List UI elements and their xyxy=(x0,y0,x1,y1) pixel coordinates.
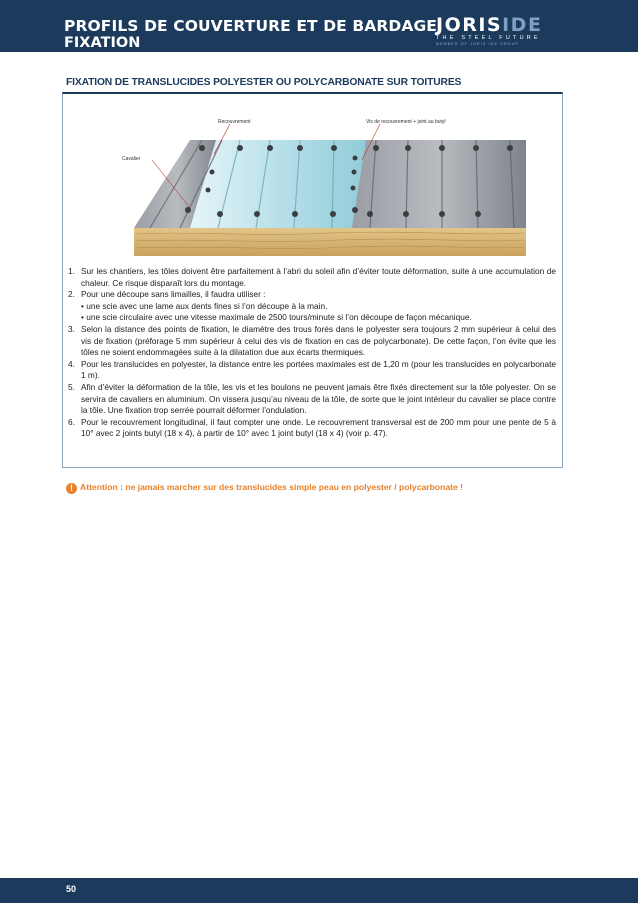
item-number: 4. xyxy=(68,358,75,369)
exclamation-icon: ! xyxy=(66,483,77,494)
attention-text: Attention : ne jamais marcher sur des translucides simple peau en polyester / polycarbonate ! xyxy=(80,482,464,492)
roof-fixation-illustration xyxy=(122,110,526,260)
item-text: Selon la distance des points de fixation, le diamètre des trous forés dans le polyester sera toujours 2 mm supérieur à celui des vis de fixation (préforage 5 mm supérieur à celui des vis de fixation en cas de polycarbonate). De cette façon, l’on évite que les tôles ne soient endommagées suite à la dilatation due aux écarts thermiques. xyxy=(81,323,556,358)
item-number: 2. xyxy=(68,289,75,300)
list-item xyxy=(68,359,556,382)
item-number: 6. xyxy=(68,416,75,427)
item-text: Pour les translucides en polyester, la distance entre les portées maximales est de 1,20 m (pour les translucides en polycarbonate 1 m). xyxy=(81,358,556,381)
logo-tagline-small: MEMBER OF JORIS IDE GROUP xyxy=(436,42,520,46)
logo-wordmark xyxy=(436,15,541,35)
list-item xyxy=(68,324,556,359)
brand-logo xyxy=(436,15,541,47)
item-number: 1. xyxy=(68,266,75,276)
item-text: Pour une découpe sans limailles, il faudra utiliser : xyxy=(81,289,266,300)
section-title: FIXATION DE TRANSLUCIDES POLYESTER OU POLYCARBONATE SUR TOITURES xyxy=(66,77,462,88)
label-vis-recouvrement: Vis de recouvrement + joint au butyl xyxy=(366,119,446,125)
list-item xyxy=(68,266,556,289)
label-cavalier: Cavalier xyxy=(122,156,141,162)
item-number: 5. xyxy=(68,381,75,392)
steel-sheet-right xyxy=(352,140,526,228)
list-item xyxy=(68,289,556,324)
page-header xyxy=(0,0,638,52)
item-text: Pour le recouvrement longitudinal, il faut compter une onde. Le recouvrement transversal est de 200 mm pour une pente de 5 à 10° avec 2 joints butyl (18 x 4), à partir de 10° avec 1 joint butyl (18 x 4) (voir p. 47). xyxy=(81,416,556,439)
item-text: Afin d’éviter la déformation de la tôle, les vis et les boulons ne peuvent jamais être fixés directement sur la tôle polyester. On se servira de cavaliers en aluminium. On vissera jusqu’au niveau de la tôle, de sorte que le joint intérieur du cavalier se place contre la tôle. Une fixation trop serrée pourrait déformer l’ondulation. xyxy=(81,381,556,416)
instructions-list xyxy=(68,266,556,440)
page-number: 50 xyxy=(66,884,77,894)
roof-drawing xyxy=(130,110,526,260)
list-item xyxy=(68,382,556,417)
translucent-sheet xyxy=(190,140,370,228)
label-recouvrement: Recouvrement xyxy=(218,119,251,125)
item-text: Sur les chantiers, les tôles doivent être parfaitement à l’abri du soleil afin d’éviter toute déformation, suite à une accumulation de chaleur. Ce risque disparaît lors du montage. xyxy=(81,266,556,288)
header-subtitle: FIXATION xyxy=(64,35,141,51)
sub-item: • une scie avec une lame aux dents fines si l’on découpe à la main. xyxy=(81,300,328,311)
sub-item: • une scie circulaire avec une vitesse maximale de 2500 tours/minute si l’on découpe de façon mécanique. xyxy=(81,312,472,323)
wooden-purlin xyxy=(134,228,526,256)
page-footer xyxy=(0,878,638,903)
attention-warning xyxy=(66,482,463,494)
item-number: 3. xyxy=(68,323,75,334)
logo-part-2: IDE xyxy=(502,14,543,36)
logo-tagline: THE STEEL FUTURE xyxy=(436,35,541,41)
logo-part-1: JORIS xyxy=(436,14,503,36)
header-title: PROFILS DE COUVERTURE ET DE BARDAGE xyxy=(64,17,437,35)
list-item xyxy=(68,417,556,440)
